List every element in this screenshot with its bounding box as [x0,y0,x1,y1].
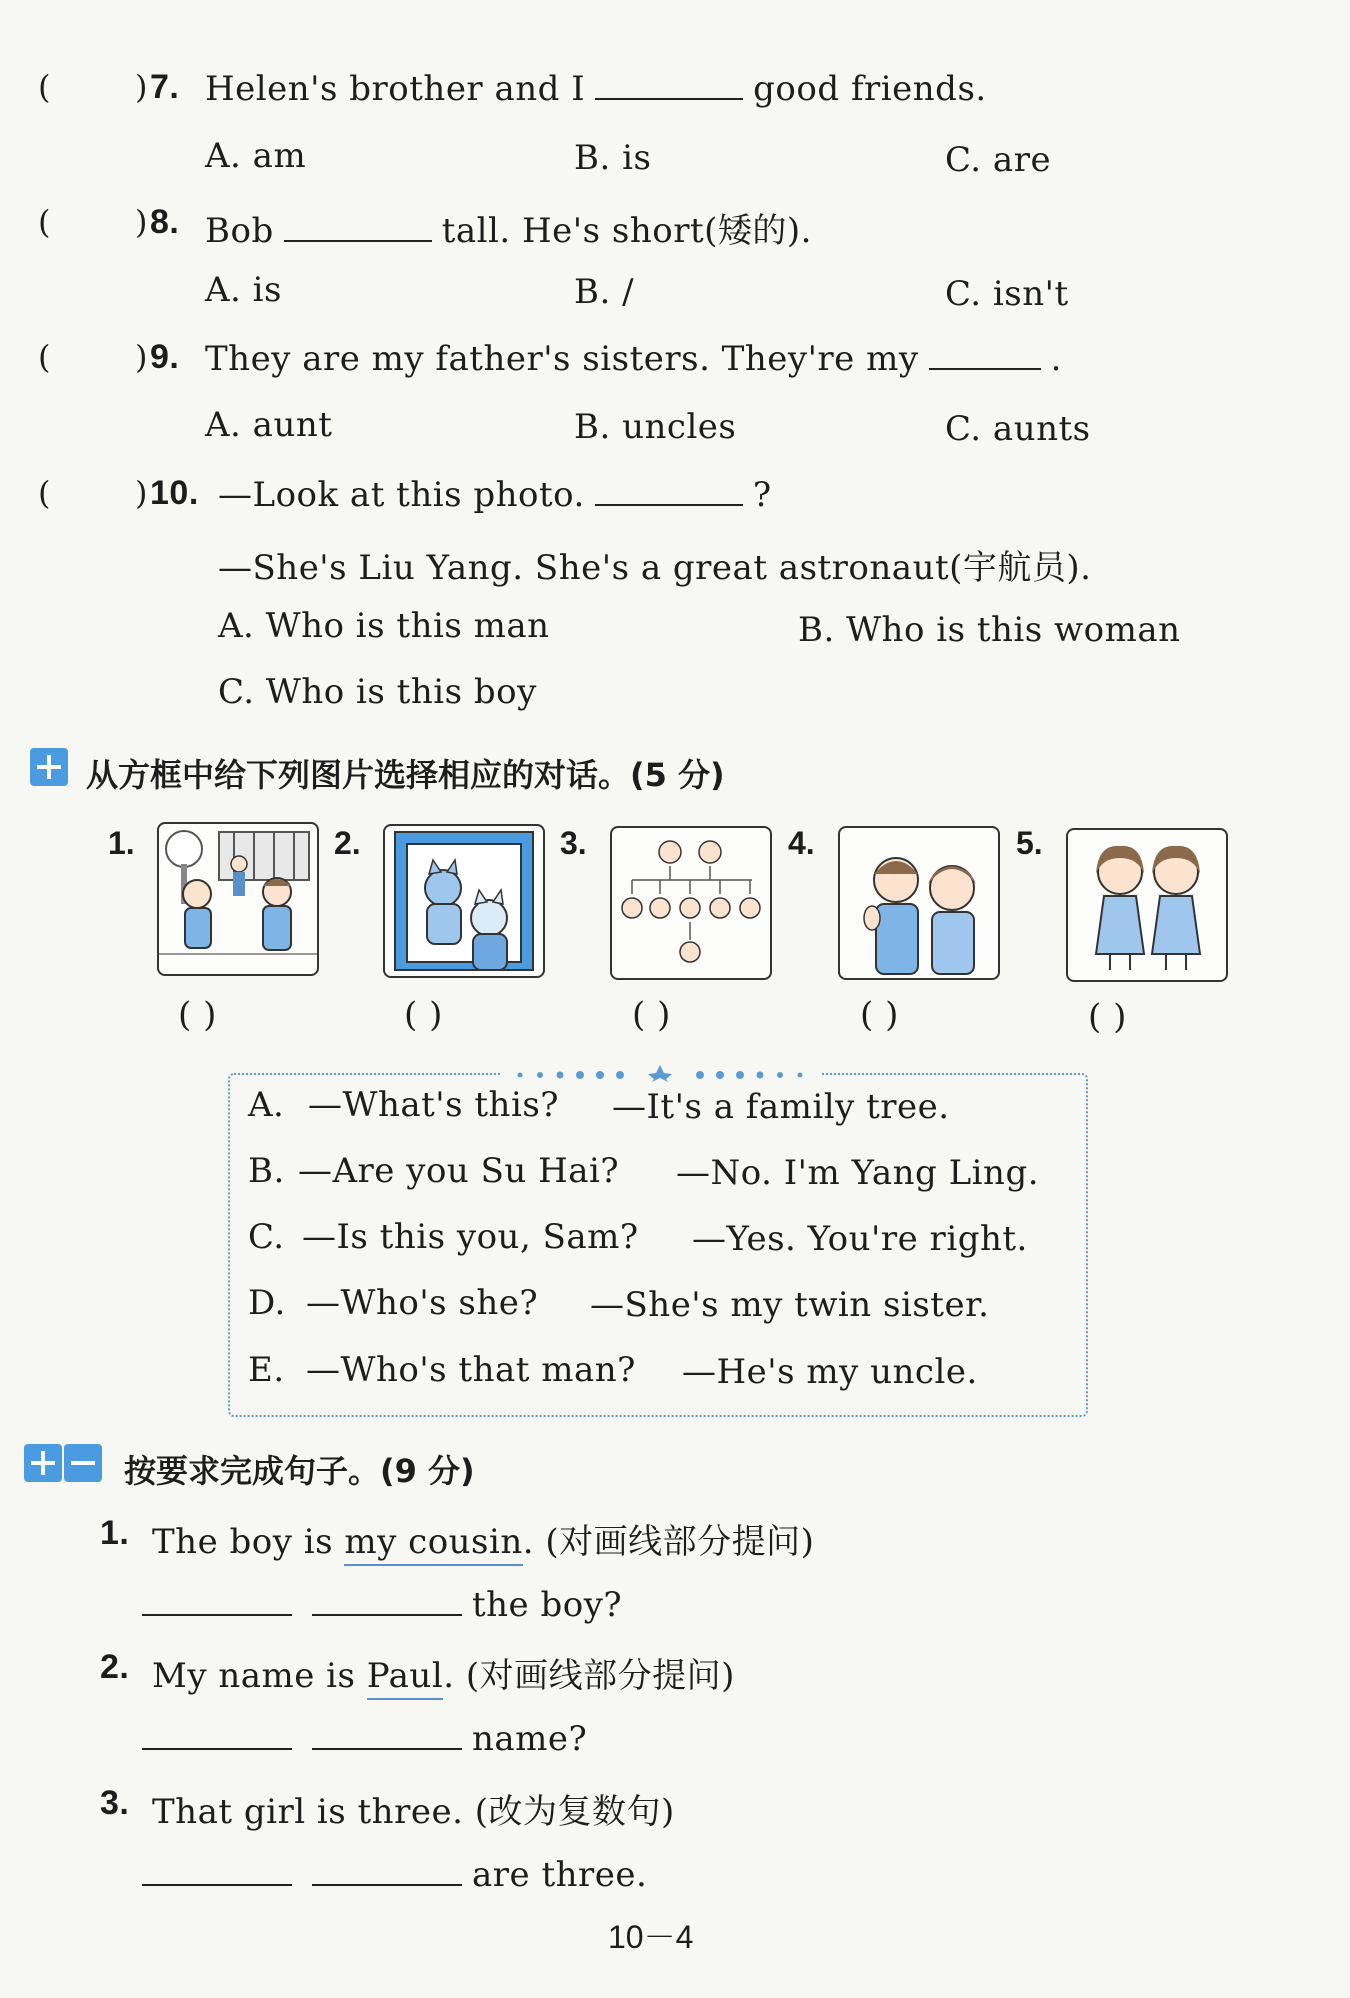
answer-blank[interactable] [312,1718,462,1750]
answer-paren-open-8[interactable]: ( [38,203,51,241]
answer-paren-open-7[interactable]: ( [38,68,51,106]
picture-answer-paren[interactable]: ( ) [860,995,899,1035]
two-kids-greeting-icon [838,826,1000,980]
transform-sentence-3 [152,1784,675,1833]
answer-tail: are three. [472,1855,648,1895]
cats-photo-frame-icon [383,824,545,978]
section-badge-11 [24,1444,102,1482]
question-number: 9. [150,338,180,376]
item-number: 2. [100,1648,130,1686]
dialogue-answer: —It's a family tree. [612,1087,950,1127]
sentence-instruction: . (对画线部分提问) [522,1522,815,1562]
dialogue-letter: D. [248,1283,286,1323]
option-a: A. am [205,136,307,176]
question-number: 8. [150,203,180,241]
question-text-pre: —Look at this photo. [218,475,585,515]
answer-line-2 [142,1718,587,1759]
question-text-post: ? [752,475,772,515]
option-a: A. is [205,270,282,310]
answer-blank[interactable] [595,474,743,506]
dialogue-question: —Who's that man? [306,1350,636,1390]
dialogue-answer: —Yes. You're right. [692,1219,1028,1259]
picture-number: 5. [1016,825,1043,861]
answer-tail: name? [472,1719,588,1759]
option-c: C. are [945,140,1052,180]
option-c: C. aunts [945,409,1091,449]
answer-paren-close-7: ) [135,68,148,106]
dialogue-answer: —He's my uncle. [682,1352,978,1392]
plus-badge-icon [24,1444,62,1482]
answer-paren-open-9[interactable]: ( [38,338,51,376]
dialogue-letter: A. [248,1085,285,1125]
question-stem-8 [205,203,812,252]
answer-paren-close-8: ) [135,203,148,241]
minus-badge-icon [64,1444,102,1482]
picture-number: 2. [334,825,361,861]
option-c: C. isn't [945,274,1069,314]
answer-blank[interactable] [595,68,743,100]
two-kids-park-icon [157,822,319,976]
question-text-post: good friends. [753,69,987,109]
item-number: 1. [100,1514,130,1552]
section-title-11: 按要求完成句子。(9 分) [124,1452,475,1490]
dialogue-letter: B. [248,1151,285,1191]
answer-blank[interactable] [312,1584,462,1616]
answer-blank[interactable] [929,338,1041,370]
answer-paren-close-9: ) [135,338,148,376]
option-a: A. aunt [205,405,333,445]
answer-paren-close-10: ) [135,474,148,512]
question-stem-7 [205,68,987,109]
picture-answer-paren[interactable]: ( ) [178,995,217,1035]
question-number: 7. [150,68,180,106]
family-tree-icon [610,826,772,980]
picture-answer-paren[interactable]: ( ) [1088,997,1127,1037]
dialogue-letter: C. [248,1217,285,1257]
answer-line-1 [142,1584,622,1625]
sentence-instruction: . (对画线部分提问) [443,1656,735,1696]
twin-girls-icon [1066,828,1228,982]
transform-sentence-2 [152,1648,735,1697]
answer-tail: the boy? [472,1585,623,1625]
question-text-post: tall. He's short(矮的). [441,211,812,251]
question-stem-10 [218,474,772,515]
dialogue-answer: —No. I'm Yang Ling. [676,1153,1040,1193]
transform-sentence-1 [152,1514,814,1563]
picture-answer-paren[interactable]: ( ) [632,995,671,1035]
dialogue-question: —Is this you, Sam? [302,1217,639,1257]
option-a: A. Who is this man [218,606,550,646]
question-text-pre: Helen's brother and I [205,69,586,109]
answer-blank[interactable] [142,1854,292,1886]
question-stem-9 [205,338,1062,379]
picture-number: 4. [788,825,815,861]
dialogue-answer: —She's my twin sister. [590,1285,990,1325]
question-text-pre: They are my father's sisters. They're my [205,339,919,379]
sentence-pre: That girl is three. (改为复数句) [152,1792,675,1832]
option-b: B. / [574,272,635,312]
question-number: 10. [150,474,199,512]
picture-answer-paren[interactable]: ( ) [404,995,443,1035]
dialogue-line: —She's Liu Yang. She's a great astronaut(宇航员). [218,548,1092,588]
plus-badge-icon [30,748,68,786]
answer-blank[interactable] [142,1584,292,1616]
option-c: C. Who is this boy [218,672,537,712]
dotted-star-decoration-icon [500,1064,820,1082]
section-badge-10 [30,748,68,786]
sentence-pre: My name is [152,1656,367,1696]
sentence-pre: The boy is [152,1522,345,1562]
dialogue-question: —Who's she? [306,1283,539,1323]
answer-line-3 [142,1854,647,1895]
item-number: 3. [100,1784,130,1822]
option-b: B. uncles [574,407,737,447]
underlined-part: Paul [367,1656,443,1700]
answer-blank[interactable] [312,1854,462,1886]
dialogue-question: —Are you Su Hai? [298,1151,620,1191]
answer-blank[interactable] [284,210,432,242]
dialogue-letter: E. [248,1350,285,1390]
answer-paren-open-10[interactable]: ( [38,474,51,512]
picture-number: 1. [108,825,135,861]
question-text-pre: Bob [205,211,274,251]
underlined-part: my cousin [344,1522,522,1566]
option-b: B. Who is this woman [798,610,1181,650]
section-title-10: 从方框中给下列图片选择相应的对话。(5 分) [86,756,725,794]
answer-blank[interactable] [142,1718,292,1750]
option-b: B. is [574,138,652,178]
question-text-post: . [1050,339,1062,379]
page-number: 10－4 [608,1919,694,1955]
dialogue-question: —What's this? [308,1085,559,1125]
picture-number: 3. [560,825,587,861]
